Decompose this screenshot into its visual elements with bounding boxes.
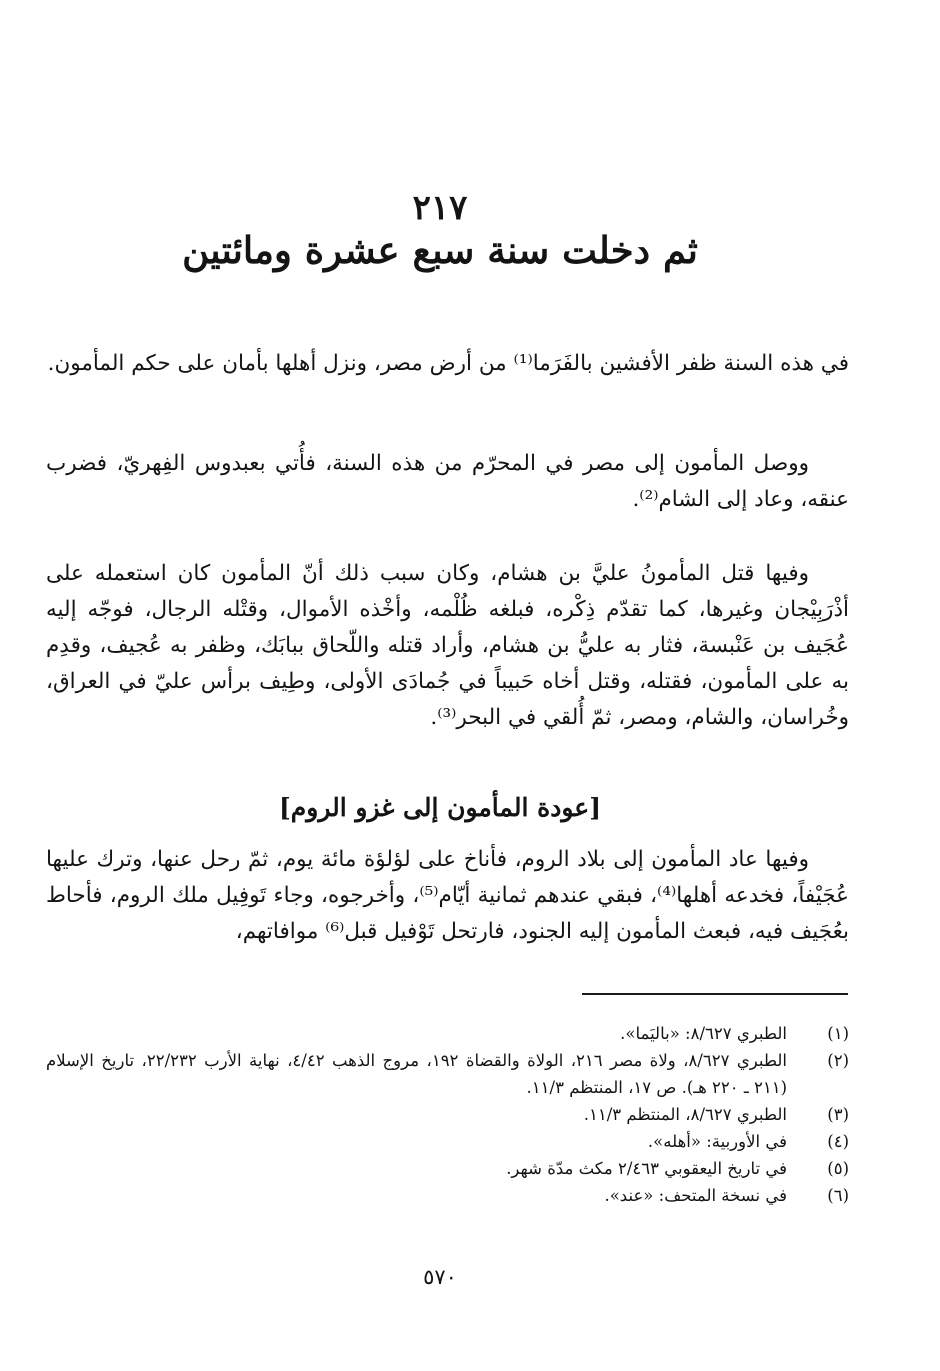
footnote-number: (٢)	[827, 1051, 849, 1070]
footnote-item	[46, 1047, 849, 1101]
chapter-title: ثم دخلت سنة سبع عشرة ومائتين	[182, 228, 698, 272]
footnote-text: في الأوربية: «أهله».	[647, 1132, 787, 1151]
footnote-text: الطبري ٨/٦٢٧، ولاة مصر ٢١٦، الولاة والقضاة ١٩٢، مروج الذهب ٤/٤٢، نهاية الأرب ٢٢/٢٣٢، تاريخ الإسلام (٢١١ ـ ٢٢٠ هـ). ص ١٧، المنتظم ١١/٣.	[46, 1051, 787, 1097]
footnote-separator	[582, 993, 848, 995]
paragraph-2: ووصل المأمون إلى مصر في المحرّم من هذه السنة، فأُتي بعبدوس الفِهريّ، فضرب عنقه، وعاد إلى الشام⁽²⁾.	[46, 451, 849, 512]
footnote-item	[46, 1020, 849, 1047]
paragraph-4: وفيها عاد المأمون إلى بلاد الروم، فأناخ على لؤلؤة مائة يوم، ثمّ رحل عنها، وترك عليها عُجَيْفاً، فخدعه أهلها⁽⁴⁾، فبقي عندهم ثمانية أيّام⁽⁵⁾، وأخرجوه، وجاء تَوفِيل ملك الروم، فأحاط بعُجَيف فيه، فبعث المأمون إليه الجنود، فارتحل تَوْفيل قبل⁽⁶⁾ موافاتهم،	[46, 847, 849, 944]
paragraph-1: في هذه السنة ظفر الأفشين بالفَرَما⁽¹⁾ من أرض مصر، ونزل أهلها بأمان على حكم المأمون.	[47, 351, 849, 376]
footnote-text: الطبري ٨/٦٢٧، المنتظم ١١/٣.	[583, 1105, 787, 1124]
footnote-text: في تاريخ اليعقوبي ٢/٤٦٣ مكث مدّة شهر.	[506, 1159, 787, 1178]
footnote-number: (١)	[827, 1024, 849, 1043]
footnote-number: (٦)	[827, 1186, 849, 1205]
footnote-text: الطبري ٨/٦٢٧: «باليَما».	[620, 1024, 787, 1043]
footnote-item	[46, 1101, 849, 1128]
footnote-number: (٣)	[827, 1105, 849, 1124]
paragraph-3: وفيها قتل المأمونُ عليَّ بن هشام، وكان سبب ذلك أنّ المأمون كان استعمله على أذْرَبِيْجان وغيرها، كما تقدّم ذِكْره، فبلغه ظُلْمه، وأخْذه الأموال، وقتْله الرجال، فوجّه إليه عُجَيف بن عَنْبسة، فثار به عليُّ بن هشام، وأراد قتله واللّحاق ببابَك، وظفر به عُجيف، وقدِم به على المأمون، فقتله، وقتل أخاه حَبيباً في جُمادَى الأولى، وطِيف برأس عليّ في العراق، وخُراسان، والشام، ومصر، ثمّ أُلقي في البحر⁽³⁾.	[46, 561, 849, 730]
footnote-number: (٥)	[827, 1159, 849, 1178]
footnote-item	[46, 1128, 849, 1155]
footnote-item	[46, 1182, 849, 1209]
section-subheading: [عودة المأمون إلى غزو الروم]	[278, 793, 602, 822]
footnote-number: (٤)	[827, 1132, 849, 1151]
footnotes-list	[46, 1020, 849, 1209]
page-number: ٥٧٠	[423, 1265, 457, 1289]
year-number: ٢١٧	[412, 188, 468, 228]
footnote-item	[46, 1155, 849, 1182]
footnote-text: في نسخة المتحف: «عند».	[604, 1186, 787, 1205]
